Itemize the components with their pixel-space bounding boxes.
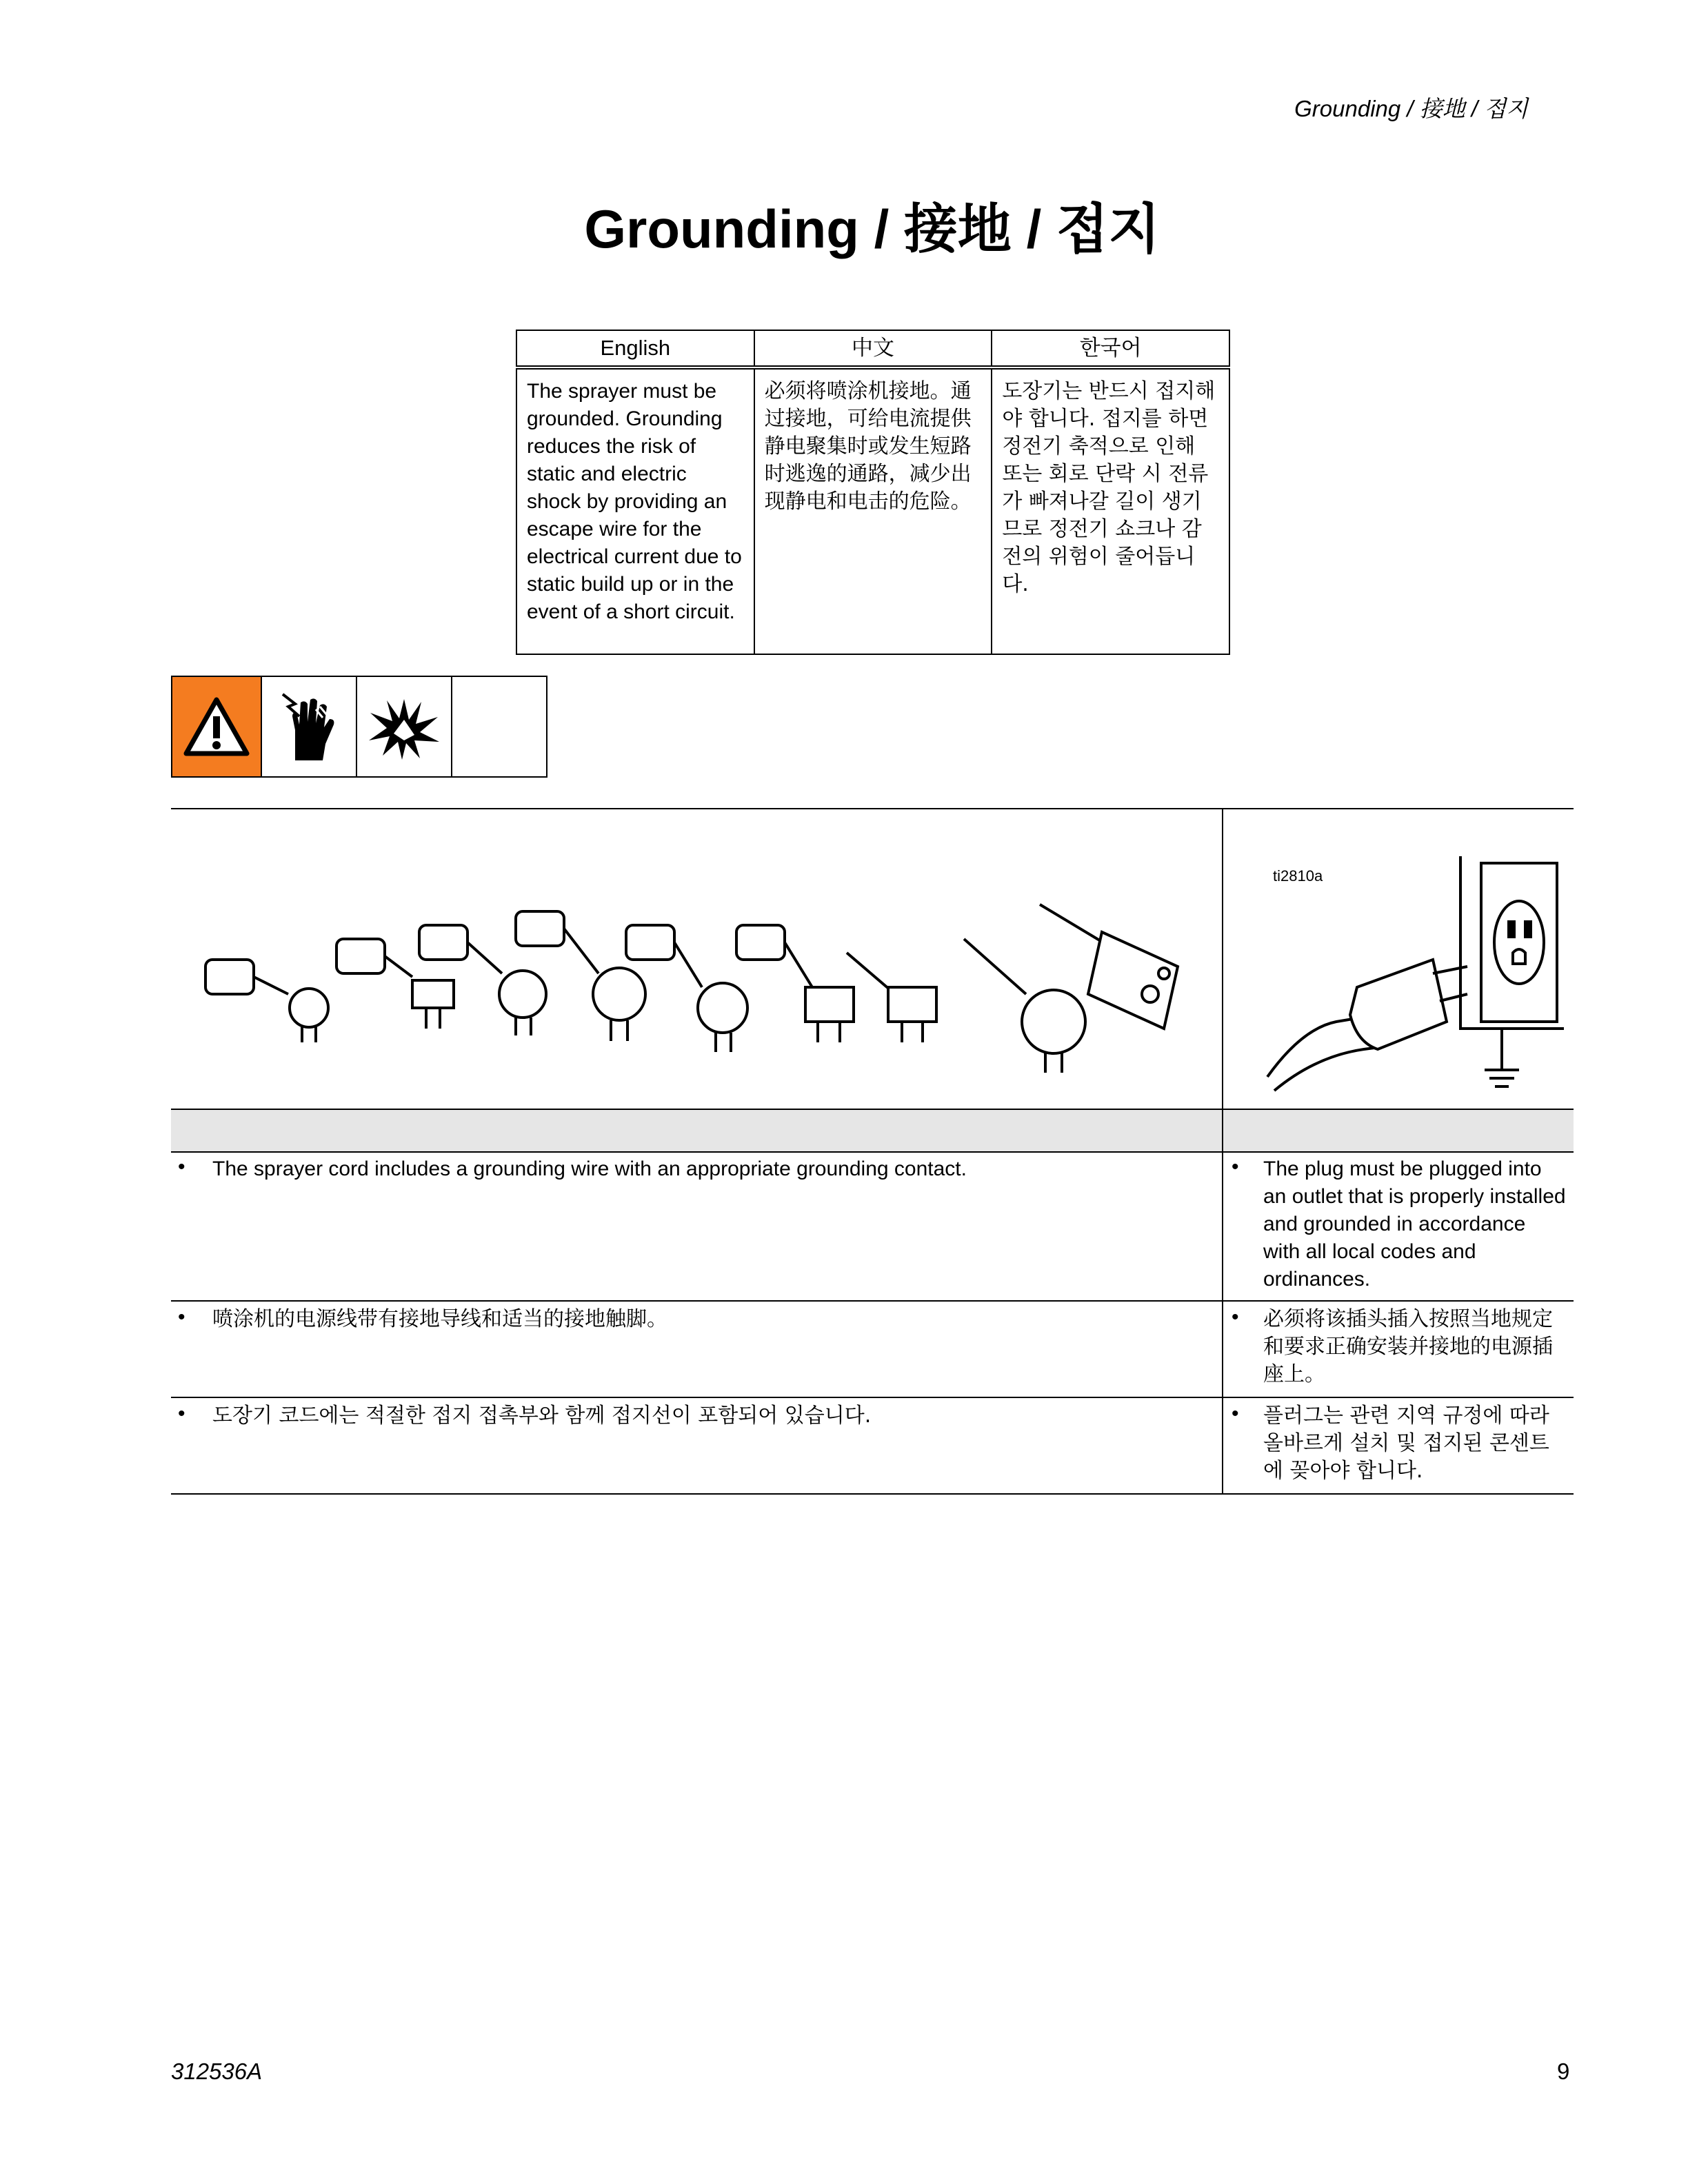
row-left-chinese: 喷涂机的电源线带有接地导线和适当的接地触脚。 [212,1307,667,1331]
cell-english: The sprayer must be grounded. Grounding reduces the risk of static and electric shock by providing an escape wire for the electrical current due to static build up or in the event of a short circuit. [516,367,754,654]
gray-band [171,1109,1574,1153]
page-number: 9 [1557,2059,1570,2084]
header-korean: 한국어 [992,330,1229,367]
warning-symbols [171,676,547,778]
page-title: Grounding / 接地 / 접지 [584,199,1160,259]
bullet-left-2: • [178,1306,185,1328]
row-right-korean: 플러그는 관련 지역 규정에 따라 올바르게 설치 및 접지된 콘센트에 꽂아야 합니다. [1263,1404,1549,1483]
table-top-rule [171,808,1574,809]
cord-plug-1 [205,960,328,1042]
bullet-left-1: • [178,1155,185,1178]
bullet-right-1: • [1232,1155,1239,1178]
cord-plug-7 [847,953,936,1042]
empty-symbol-cell [452,677,546,776]
power-cord-plugs-figure [185,898,1205,1104]
bullet-right-3: • [1232,1402,1239,1425]
cell-korean: 도장기는 반드시 접지해야 합니다. 접지를 하면 정전기 축적으로 인해 또는 회로 단락 시 전류가 빠져나갈 길이 생기므로 정전기 쇼크나 감전의 위험이 줄어듭니다. [992,367,1229,654]
cord-plug-6 [736,925,854,1042]
table-bottom-rule [171,1493,1574,1495]
cord-plug-8 [964,939,1085,1073]
running-header: Grounding / 接地 / 접지 [1294,96,1528,121]
header-english: English [516,330,754,367]
language-table [516,330,1230,655]
document-number: 312536A [171,2059,263,2084]
row-left-english: The sprayer cord includes a grounding wire with an appropriate grounding contact. [212,1157,967,1180]
row-rule-2 [171,1397,1574,1398]
row-rule-1 [171,1300,1574,1302]
band-top-rule [171,1109,1574,1110]
outlet-plug-figure [1260,849,1564,1098]
cell-chinese: 必须将喷涂机接地。通过接地，可给电流提供静电聚集时或发生短路时逃逸的通路，减少出现静电和电击的危险。 [754,367,992,654]
bullet-left-3: • [178,1402,185,1425]
row-right-chinese: 必须将该插头插入按照当地规定和要求正确安装并接地的电源插座上。 [1263,1307,1553,1386]
warning-triangle-icon [172,677,262,776]
row-left-korean: 도장기 코드에는 적절한 접지 접촉부와 함께 접지선이 포함되어 있습니다. [212,1404,872,1428]
explosion-icon [357,677,452,776]
electric-shock-hand-icon [262,677,357,776]
figure-label: ti2810a [1273,867,1323,884]
band-divider [1222,1109,1223,1153]
bullet-right-2: • [1232,1306,1239,1328]
row-right-english: The plug must be plugged into an outlet that is properly installed and grounded in accordance with all local codes and ordinances. [1263,1157,1566,1291]
header-chinese: 中文 [754,330,992,367]
band-bottom-rule [171,1151,1574,1153]
